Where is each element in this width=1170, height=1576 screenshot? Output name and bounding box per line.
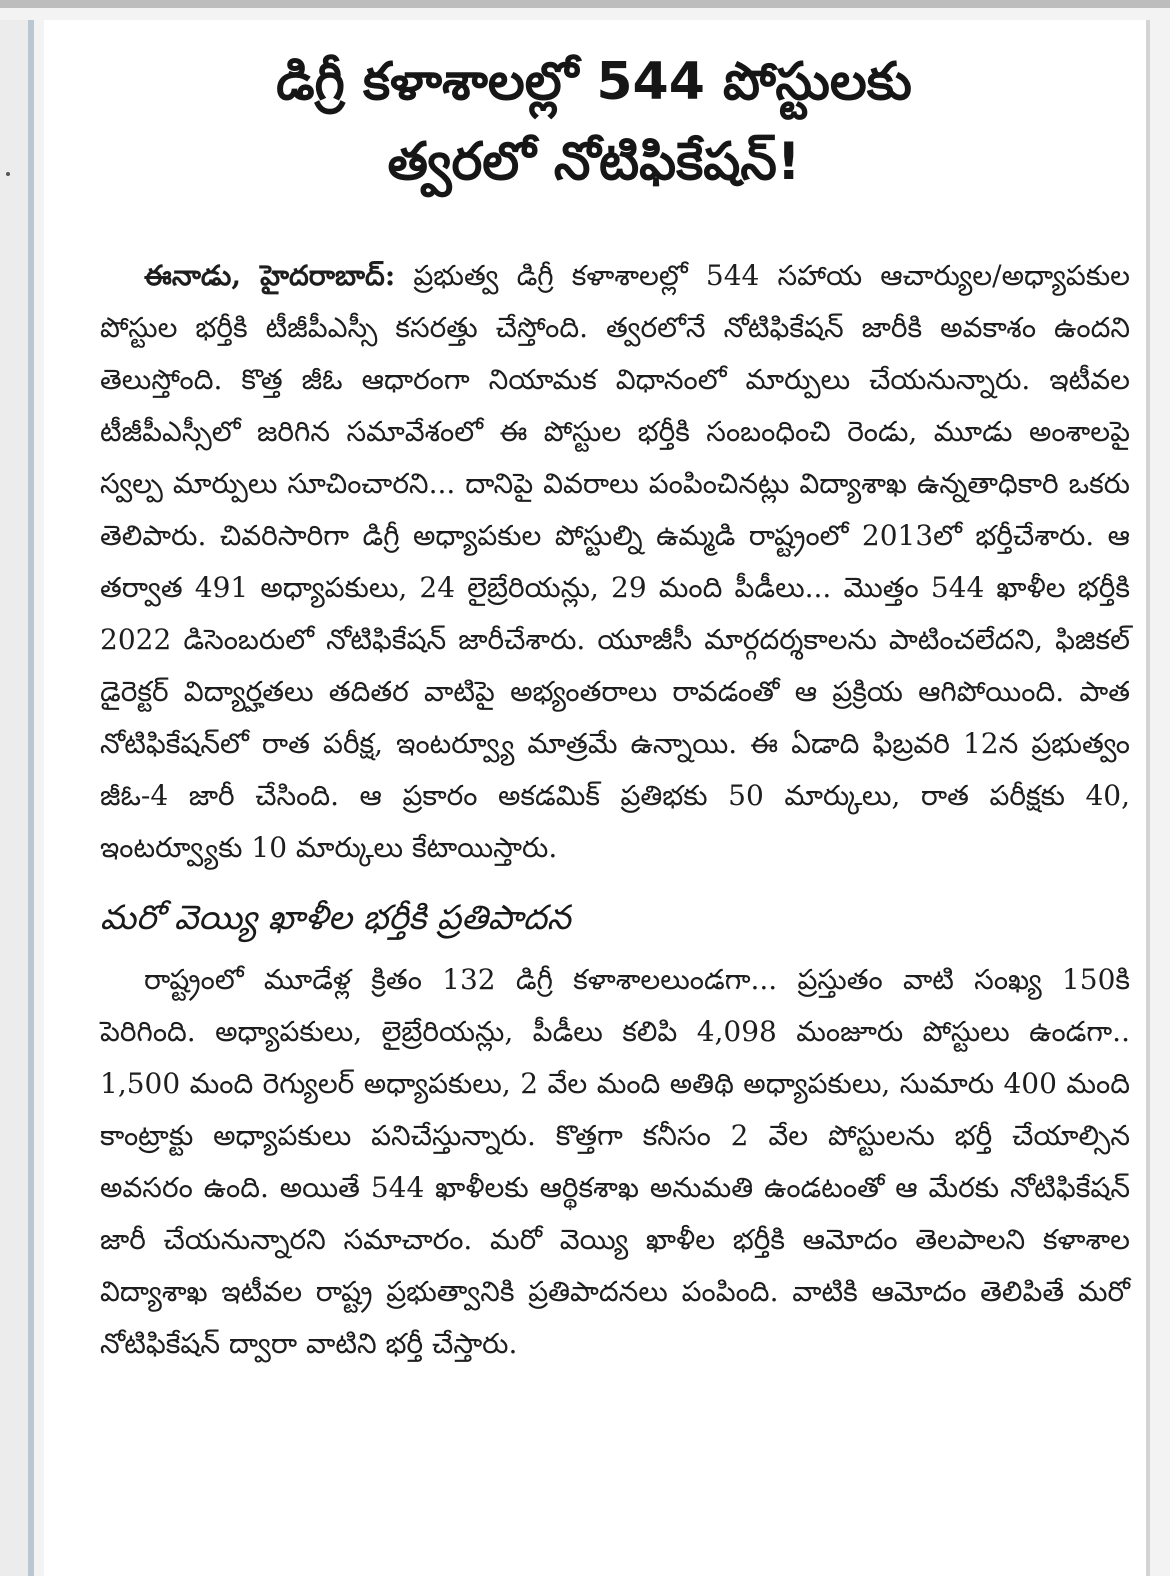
headline-line-1: డిగ్రీ కళాశాలల్లో 544 పోస్టులకు (276, 52, 912, 112)
adjacent-column-mark (6, 172, 10, 176)
dateline: ఈనాడు, హైదరాబాద్‌: (144, 259, 396, 292)
top-edge-bar (0, 0, 1170, 8)
article-paragraph-2 (100, 954, 1130, 1370)
headline-line-2: త్వరలో నోటిఫికేషన్‌! (387, 132, 801, 192)
article-paragraph-1 (100, 250, 1130, 874)
article-body (100, 250, 1130, 1370)
article-headline (44, 42, 1144, 202)
adjacent-column-frame (0, 20, 34, 1576)
article-subheading: మరో వెయ్యి ఖాళీల భర్తీకి ప్రతిపాదన (100, 898, 571, 938)
paragraph-1-text: ప్రభుత్వ డిగ్రీ కళాశాలల్లో 544 సహాయ ఆచార్యుల/అధ్యాపకుల పోస్టుల భర్తీకి టీజీపీఎస్సీ కసరత్తు చేస్తోంది. త్వరలోనే నోటిఫికేషన్‌ జారీకి అవకాశం ఉందని తెలుస్తోంది. కొత్త జీఓ ఆధారంగా నియామక విధానంలో మార్పులు చేయనున్నారు. ఇటీవల టీజీపీఎస్సీలో జరిగిన సమావేశంలో ఈ పోస్టుల భర్తీకి సంబంధించి రెండు, మూడు అంశాలపై స్వల్ప మార్పులు సూచించారని... దానిపై వివరాలు పంపించినట్లు విద్యాశాఖ ఉన్నతాధికారి ఒకరు తెలిపారు. చివరిసారిగా డిగ్రీ అధ్యాపకుల పోస్టుల్ని ఉమ్మడి రాష్ట్రంలో 2013లో భర్తీచేశారు. ఆ తర్వాత 491 అధ్యాపకులు, 24 లైబ్రేరియన్లు, 29 మంది పీడీలు... మొత్తం 544 ఖాళీల భర్తీకి 2022 డిసెంబరులో నోటిఫికేషన్‌ జారీచేశారు. యూజీసీ మార్గదర్శకాలను పాటించలేదని, ఫిజికల్‌ డైరెక్టర్‌ విద్యార్హతలు తదితర వాటిపై అభ్యంతరాలు రావడంతో ఆ ప్రక్రియ ఆగిపోయింది. పాత నోటిఫికేషన్‌లో రాత పరీక్ష, ఇంటర్వ్యూ మాత్రమే ఉన్నాయి. ఈ ఏడాది ఫిబ్రవరి 12న ప్రభుత్వం జీఓ-4 జారీ చేసింది. ఆ ప్రకారం అకడమిక్‌ ప్రతిభకు 50 మార్కులు, రాత పరీక్షకు 40, ఇంటర్వ్యూకు 10 మార్కులు కేటాయిస్తారు. (100, 259, 1130, 864)
paragraph-2-text: రాష్ట్రంలో మూడేళ్ల క్రితం 132 డిగ్రీ కళాశాలలుండగా... ప్రస్తుతం వాటి సంఖ్య 150కి పెరిగింది. అధ్యాపకులు, లైబ్రేరియన్లు, పీడీలు కలిపి 4,098 మంజూరు పోస్టులు ఉండగా.. 1,500 మంది రెగ్యులర్‌ అధ్యాపకులు, 2 వేల మంది అతిథి అధ్యాపకులు, సుమారు 400 మంది కాంట్రాక్టు అధ్యాపకులు పనిచేస్తున్నారు. కొత్తగా కనీసం 2 వేల పోస్టులను భర్తీ చేయాల్సిన అవసరం ఉంది. అయితే 544 ఖాళీలకు ఆర్థికశాఖ అనుమతి ఉండటంతో ఆ మేరకు నోటిఫికేషన్‌ జారీ చేయనున్నారని సమాచారం. మరో వెయ్యి ఖాళీల భర్తీకి ఆమోదం తెలపాలని కళాశాల విద్యాశాఖ ఇటీవల రాష్ట్ర ప్రభుత్వానికి ప్రతిపాదనలు పంపింది. వాటికి ఆమోదం తెలిపితే మరో నోటిఫికేషన్‌ ద్వారా వాటిని భర్తీ చేస్తారు. (100, 963, 1130, 1360)
news-article (44, 20, 1150, 1576)
